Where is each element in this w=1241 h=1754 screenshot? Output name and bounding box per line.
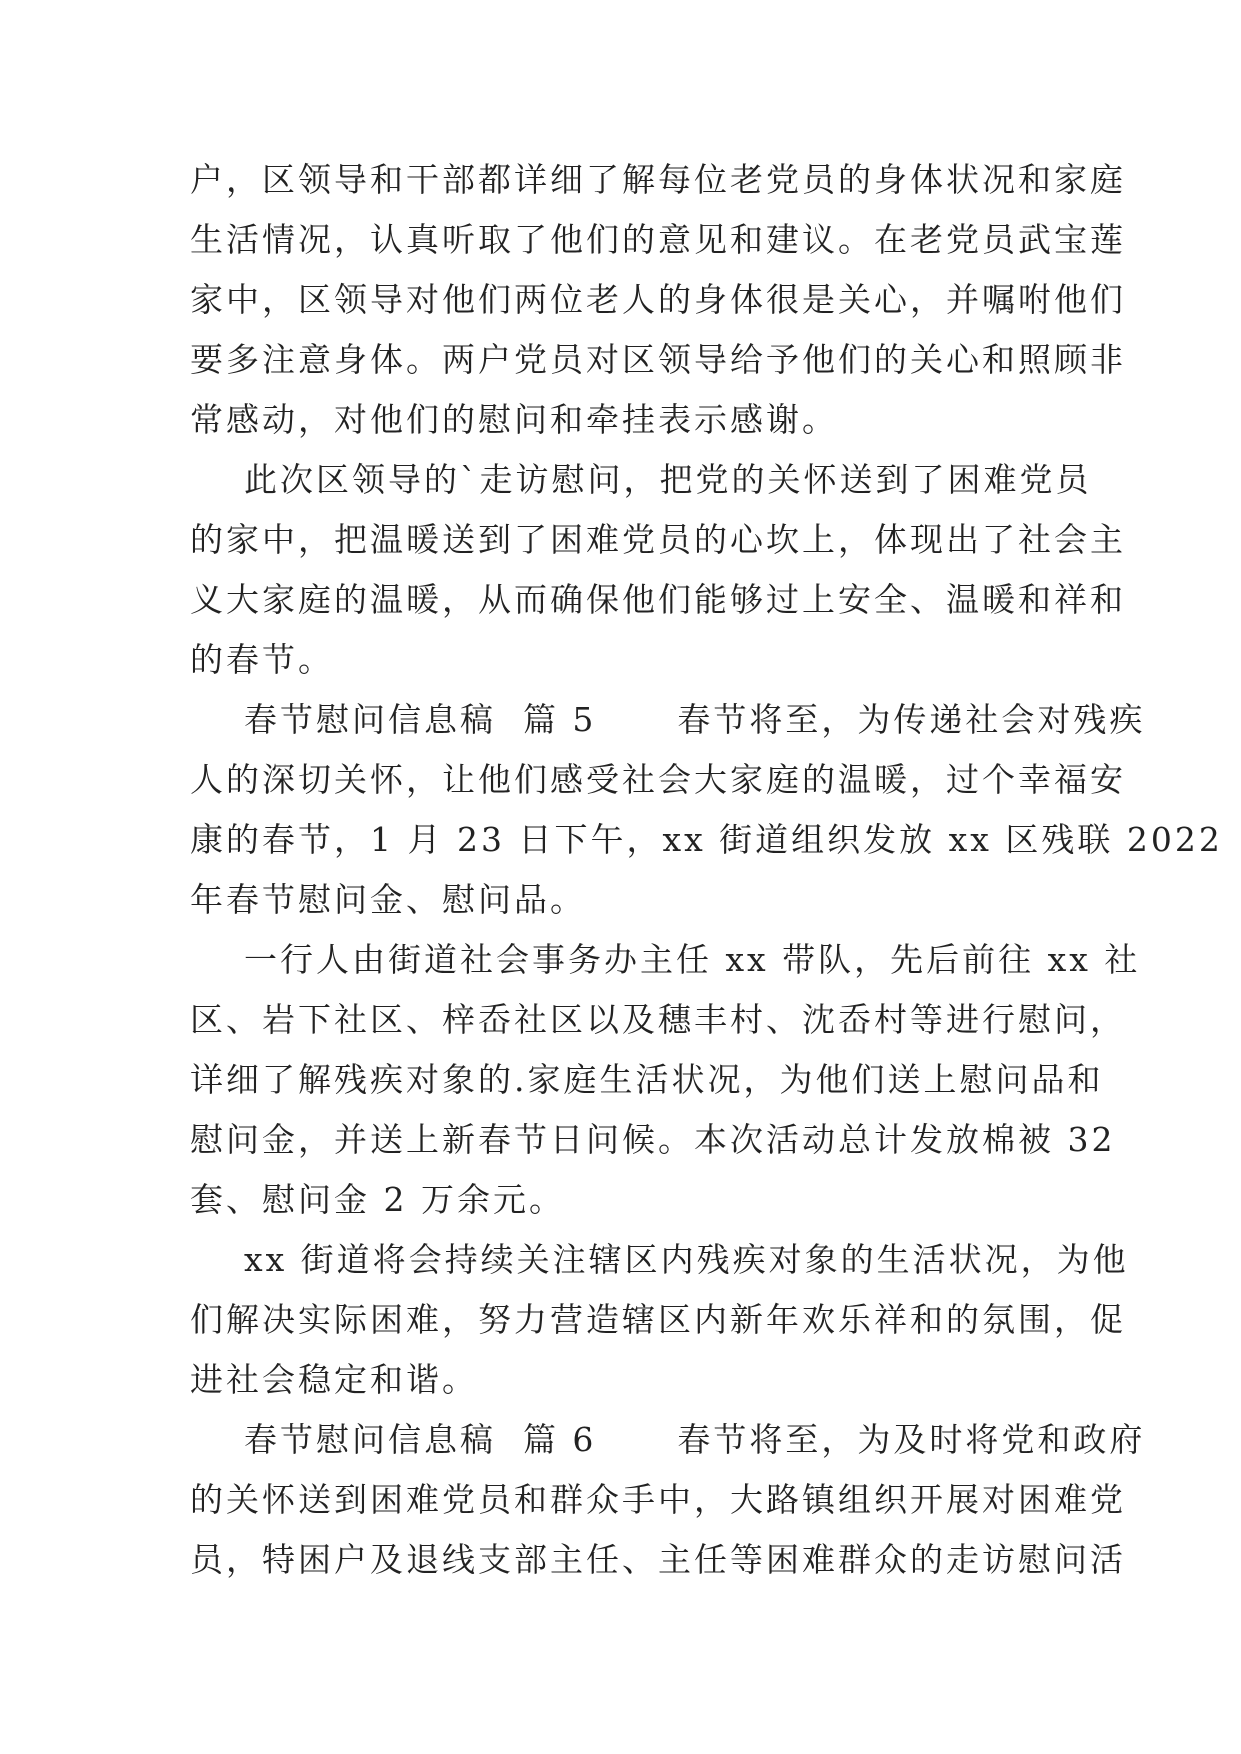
- text-line: 的家中，把温暖送到了困难党员的心坎上，体现出了社会主: [190, 520, 1126, 559]
- text-line: 的关怀送到困难党员和群众手中，大路镇组织开展对困难党: [190, 1480, 1126, 1519]
- text-line: 区、岩下社区、梓岙社区以及穗丰村、沈岙村等进行慰问，: [190, 1000, 1126, 1039]
- text-line: 年春节慰问金、慰问品。: [190, 880, 586, 919]
- text-line: 春节慰问信息稿 篇 5 春节将至，为传递社会对残疾: [190, 700, 1146, 739]
- text-line: 家中，区领导对他们两位老人的身体很是关心，并嘱咐他们: [190, 280, 1126, 319]
- text-line: 套、慰问金 2 万余元。: [190, 1180, 565, 1219]
- text-line: 要多注意身体。两户党员对区领导给予他们的关心和照顾非: [190, 340, 1126, 379]
- text-line: 的春节。: [190, 640, 334, 679]
- text-line: 生活情况，认真听取了他们的意见和建议。在老党员武宝莲: [190, 220, 1126, 259]
- text-line: 此次区领导的`走访慰问，把党的关怀送到了困难党员: [190, 460, 1092, 499]
- body-text: [190, 150, 1223, 1590]
- text-line: 人的深切关怀，让他们感受社会大家庭的温暖，过个幸福安: [190, 760, 1126, 799]
- text-line: 常感动，对他们的慰问和牵挂表示感谢。: [190, 400, 838, 439]
- text-line: 户，区领导和干部都详细了解每位老党员的身体状况和家庭: [190, 160, 1126, 199]
- text-line: 一行人由街道社会事务办主任 xx 带队，先后前往 xx 社: [190, 940, 1141, 979]
- text-line: 慰问金，并送上新春节日问候。本次活动总计发放棉被 32: [190, 1120, 1116, 1159]
- text-line: 春节慰问信息稿 篇 6 春节将至，为及时将党和政府: [190, 1420, 1146, 1459]
- text-line: 们解决实际困难，努力营造辖区内新年欢乐祥和的氛围，促: [190, 1300, 1126, 1339]
- text-line: 详细了解残疾对象的.家庭生活状况，为他们送上慰问品和: [190, 1060, 1104, 1099]
- text-line: 义大家庭的温暖，从而确保他们能够过上安全、温暖和祥和: [190, 580, 1126, 619]
- text-line: 员，特困户及退线支部主任、主任等困难群众的走访慰问活: [190, 1540, 1126, 1579]
- text-line: 进社会稳定和谐。: [190, 1360, 478, 1399]
- text-line: xx 街道将会持续关注辖区内残疾对象的生活状况，为他: [190, 1240, 1129, 1279]
- text-line: 康的春节，1 月 23 日下午，xx 街道组织发放 xx 区残联 2022: [190, 820, 1223, 859]
